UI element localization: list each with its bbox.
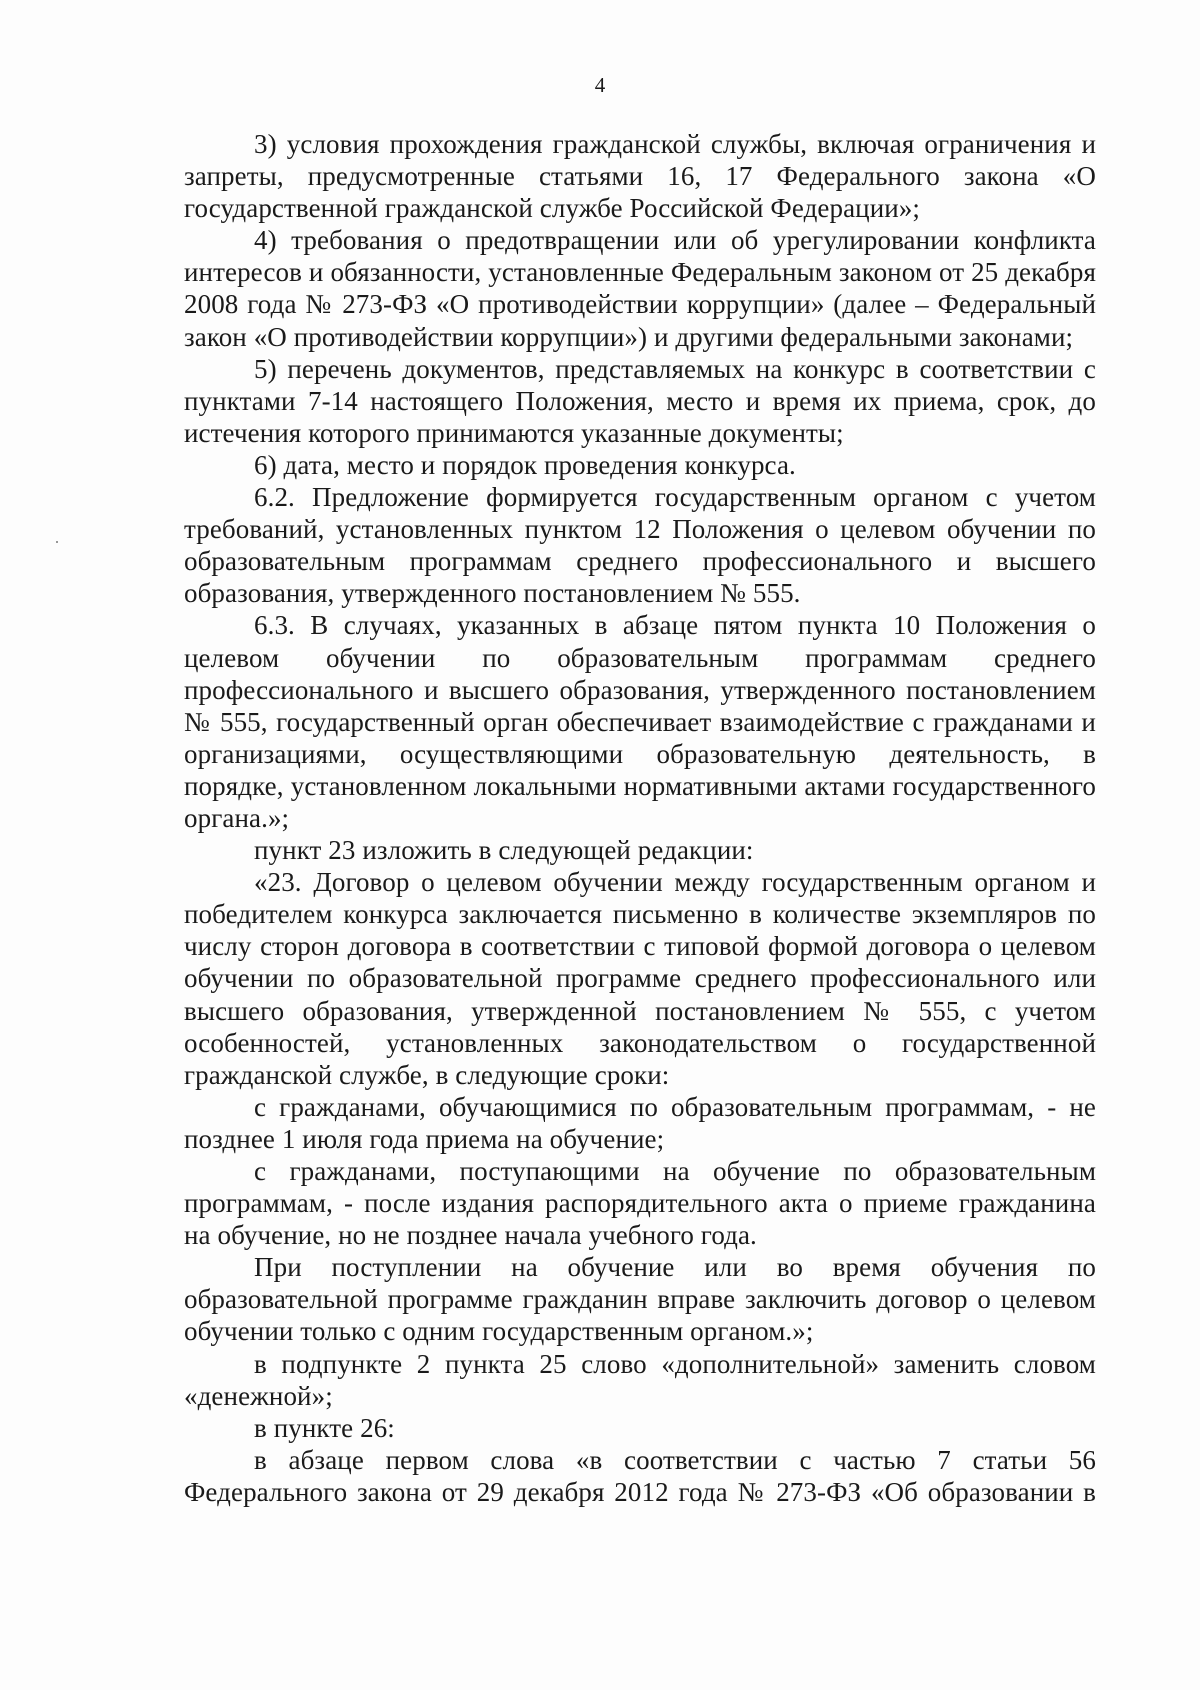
paragraph-item-3: 3) условия прохождения гражданской службы, включая ограничения и запреты, предусмотренные статьями 16, 17 Федерального закона «О государственной гражданской службе Российской Федерации»;	[184, 129, 1096, 224]
paragraph-item-4: 4) требования о предотвращении или об урегулировании конфликта интересов и обязанности, установленные Федеральным законом от 25 декабря 2008 года № 273-ФЗ «О противодействии коррупции» (далее – Федеральный закон «О противодействии коррупции») и другими федеральными законами;	[184, 225, 1096, 352]
paragraph-amend-23-intro: пункт 23 изложить в следующей редакции:	[254, 835, 754, 866]
paragraph-amend-26-intro: в пункте 26:	[254, 1412, 395, 1443]
paragraph-item-6: 6) дата, место и порядок проведения конкурса.	[254, 449, 796, 480]
paragraph-23-term-2: с гражданами, поступающими на обучение по образовательным программам, - после издания распорядительного акта о приеме гражданина на обучение, но не позднее начала учебного года.	[184, 1156, 1096, 1251]
page-number: 4	[594, 73, 606, 97]
paragraph-23-term-1: с гражданами, обучающимися по образовательным программам, - не позднее 1 июля года приема на обучение;	[184, 1091, 1096, 1154]
paragraph-6-2: 6.2. Предложение формируется государственным органом с учетом требований, установленных пунктом 12 Положения о целевом обучении по образовательным программам среднего профессионального и высшего образования, утвержденного постановлением № 555.	[184, 482, 1096, 609]
paragraph-23: «23. Договор о целевом обучении между государственным органом и победителем конкурса заключается письменно в количестве экземпляров по числу сторон договора в соответствии с типовой формой договора о целевом обучении по образовательной программе среднего профессионального или высшего образования, утвержденной постановлением № 555, с учетом особенностей, установленных законодательством о государственной гражданской службе, в следующие сроки:	[184, 867, 1096, 1090]
document-body	[184, 128, 1096, 1508]
paragraph-item-5: 5) перечень документов, представляемых на конкурс в соответствии с пунктами 7-14 настоящего Положения, место и время их приема, срок, до истечения которого принимаются указанные документы;	[184, 353, 1096, 448]
paragraph-amend-25: в подпункте 2 пункта 25 слово «дополнительной» заменить словом «денежной»;	[184, 1348, 1096, 1411]
paragraph-6-3: 6.3. В случаях, указанных в абзаце пятом пункта 10 Положения о целевом обучении по образовательным программам среднего профессионального и высшего образования, утвержденного постановлением № 555, государственный орган обеспечивает взаимодействие с гражданами и организациями, осуществляющими образовательную деятельность, в порядке, установленном локальными нормативными актами государственного органа.»;	[184, 610, 1096, 833]
scan-speck	[56, 541, 58, 543]
paragraph-23-single-contract: При поступлении на обучение или во время обучения по образовательной программе гражданин вправе заключить договор о целевом обучении только с одним государственным органом.»;	[184, 1252, 1096, 1347]
paragraph-amend-26-first: в абзаце первом слова «в соответствии с частью 7 статьи 56 Федерального закона от 29 декабря 2012 года № 273-ФЗ «Об образовании в	[184, 1444, 1096, 1507]
